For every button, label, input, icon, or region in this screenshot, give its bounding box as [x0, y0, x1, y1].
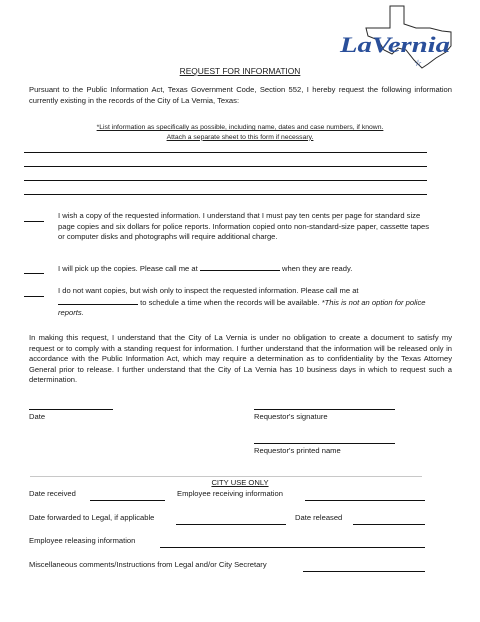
logo-text: LaVernia: [338, 32, 450, 57]
instruction-note: [0, 123, 480, 142]
request-info-line-4[interactable]: [24, 194, 427, 195]
date-received-field[interactable]: [90, 500, 165, 501]
date-released-field[interactable]: [353, 524, 425, 525]
option-inspect-label: I do not want copies, but wish only to inspect the requested information. Please call me at: [58, 286, 359, 295]
note-line-2: Attach a separate sheet to this form if necessary.: [166, 133, 314, 141]
form-title: REQUEST FOR INFORMATION: [179, 66, 301, 76]
option-inspect-suffix: to schedule a time when the records will be available.: [140, 297, 320, 307]
option-pickup-suffix: when they are ready.: [281, 264, 353, 273]
date-label: Date: [29, 412, 46, 421]
note-line-1: *List information as specifically as possible, including name, dates and case numbers, if known.: [96, 124, 384, 131]
option-copy-text: I wish a copy of the requested information. I understand that I must pay ten cents per page for standard size page copies and six dollars for police reports. Information copied onto non-standard-size paper, cassette tapes or computer disks and photographs will require additional charge.: [58, 211, 430, 242]
terms-paragraph: In making this request, I understand that the City of La Vernia is under no obligation to create a document to satisfy my request or to comply with a standing request for information. I further understand that the information will be released only in accordance with the Public Information Act, which may require a determination as to confidentiality by the Texas Attorney General prior to release. I further understand that the City of La Vernia has 10 business days in which to request such a determination.: [29, 333, 452, 385]
requestor-printed-name-line[interactable]: [254, 443, 395, 444]
employee-receiving-field[interactable]: [305, 500, 425, 501]
section-divider: [30, 476, 422, 477]
date-received-label: Date received: [29, 489, 76, 498]
request-info-line-1[interactable]: [24, 152, 427, 153]
pickup-phone-field[interactable]: [200, 263, 280, 271]
request-info-line-2[interactable]: [24, 166, 427, 167]
employee-releasing-field[interactable]: [160, 547, 425, 548]
option-inspect-checkbox[interactable]: [24, 296, 44, 297]
date-forwarded-label: Date forwarded to Legal, if applicable: [29, 513, 155, 522]
option-inspect-police-note: *This is not an option for police reports.: [58, 297, 426, 318]
option-inspect-text: [58, 286, 430, 319]
employee-receiving-label: Employee receiving information: [177, 489, 283, 498]
option-pickup-checkbox[interactable]: [24, 273, 44, 274]
city-use-heading: CITY USE ONLY: [211, 478, 269, 487]
inspect-phone-field[interactable]: [58, 297, 138, 305]
date-forwarded-field[interactable]: [176, 524, 286, 525]
requestor-signature-label: Requestor's signature: [254, 412, 328, 421]
date-line[interactable]: [29, 409, 113, 410]
option-copy-checkbox[interactable]: [24, 221, 44, 222]
requestor-signature-line[interactable]: [254, 409, 395, 410]
misc-comments-field[interactable]: [303, 571, 425, 572]
option-pickup-text: [58, 263, 430, 275]
option-pickup-label: I will pick up the copies. Please call me at: [58, 264, 198, 273]
employee-releasing-label: Employee releasing information: [29, 536, 136, 545]
intro-paragraph: Pursuant to the Public Information Act, Texas Government Code, Section 552, I hereby request the following information currently existing in the records of the City of La Vernia, Texas:: [29, 85, 452, 105]
star-icon: ☆: [414, 58, 423, 68]
date-released-label: Date released: [295, 513, 343, 522]
requestor-printed-name-label: Requestor's printed name: [254, 446, 341, 455]
city-logo: [338, 4, 456, 70]
request-info-line-3[interactable]: [24, 180, 427, 181]
misc-comments-label: Miscellaneous comments/Instructions from Legal and/or City Secretary: [29, 560, 267, 569]
